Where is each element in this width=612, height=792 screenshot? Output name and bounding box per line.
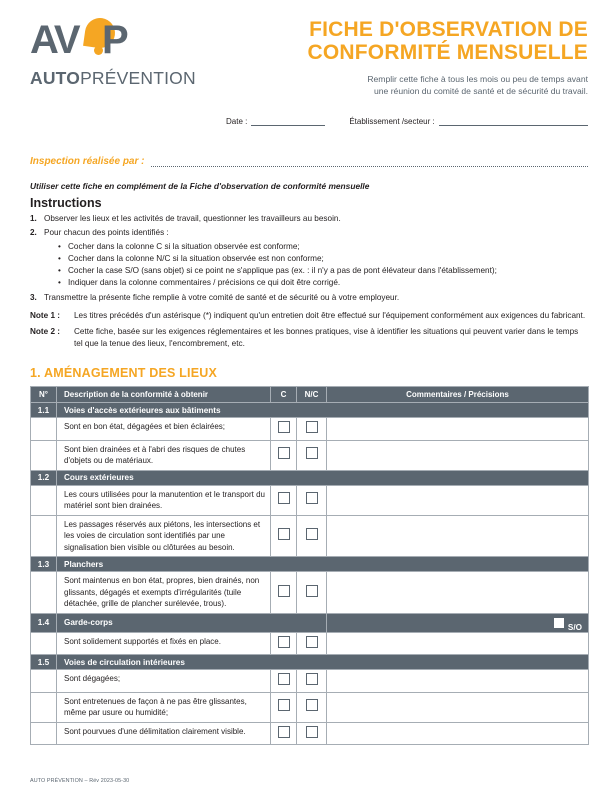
- checkbox-nc[interactable]: [306, 699, 318, 711]
- checkbox-nc[interactable]: [306, 673, 318, 685]
- table-row: [31, 485, 589, 515]
- date-label: Date :: [226, 117, 248, 126]
- logo-av-text: AV: [30, 18, 79, 62]
- checkbox-c-cell[interactable]: [271, 572, 297, 614]
- bullet-dot-icon: •: [58, 242, 61, 251]
- row-comments[interactable]: [327, 418, 589, 441]
- group-header-row: [31, 557, 589, 572]
- group-number: 1.3: [31, 557, 57, 572]
- instruction-text: Transmettre la présente fiche remplie à votre comité de santé et de sécurité ou à votre employeur.: [44, 293, 400, 302]
- checkbox-nc[interactable]: [306, 636, 318, 648]
- group-number: 1.4: [31, 613, 57, 632]
- date-establishment-row: [0, 116, 612, 126]
- logo: [30, 14, 198, 89]
- checkbox-c-cell[interactable]: [271, 632, 297, 655]
- table-header-row: [31, 387, 589, 403]
- instruction-number: 3.: [30, 293, 37, 302]
- instruction-bullet-text: Cocher dans la colonne C si la situation observée est conforme;: [68, 242, 300, 251]
- checkbox-nc[interactable]: [306, 421, 318, 433]
- row-comments[interactable]: [327, 572, 589, 614]
- row-comments[interactable]: [327, 722, 589, 745]
- group-label: Planchers: [57, 557, 589, 572]
- checkbox-nc-cell[interactable]: [297, 722, 327, 745]
- instructions-block: [0, 181, 612, 349]
- page-title-line2: CONFORMITÉ MENSUELLE: [307, 41, 588, 64]
- instruction-item: [30, 227, 588, 240]
- row-description: Les passages réservés aux piétons, les intersections et les voies de circulation sont identifiés par une signalisation bien visible ou clôturées au besoin.: [57, 515, 271, 557]
- row-number: [31, 670, 57, 693]
- table-row: [31, 572, 589, 614]
- logo-wordmark: [30, 68, 198, 89]
- checkbox-c[interactable]: [278, 421, 290, 433]
- bullet-dot-icon: •: [58, 254, 61, 263]
- instruction-item: [30, 213, 588, 226]
- row-comments[interactable]: [327, 515, 589, 557]
- checkbox-so[interactable]: [553, 617, 565, 629]
- logo-wordmark-bold: AUTO: [30, 68, 81, 88]
- checkbox-c-cell[interactable]: [271, 722, 297, 745]
- column-header-nc: N/C: [297, 387, 327, 403]
- instruction-bullets: [58, 241, 588, 289]
- row-description: Sont maintenus en bon état, propres, bien drainés, non glissants, dégagés et exempts d'irrégularités (tuile détachée, grille de plancher surélevée, trous).: [57, 572, 271, 614]
- note-2-text: Cette fiche, basée sur les exigences réglementaires et les bonnes pratiques, vise à identifier les situations qui peuvent varier dans le temps tel que la tenue des lieux, l'encombrement, etc.: [74, 327, 579, 348]
- instruction-number: 1.: [30, 214, 37, 223]
- instructions-heading: Instructions: [30, 196, 102, 210]
- checkbox-c[interactable]: [278, 726, 290, 738]
- group-label: Cours extérieures: [57, 470, 589, 485]
- instruction-bullet: [58, 277, 588, 289]
- title-block: [216, 14, 588, 97]
- checkbox-nc-cell[interactable]: [297, 632, 327, 655]
- group-label: Garde-corps: [57, 613, 327, 632]
- column-header-num: N°: [31, 387, 57, 403]
- checkbox-nc[interactable]: [306, 528, 318, 540]
- column-header-comments: Commentaires / Précisions: [327, 387, 589, 403]
- row-comments[interactable]: [327, 632, 589, 655]
- group-number: 1.2: [31, 470, 57, 485]
- instruction-bullet: [58, 265, 588, 277]
- checkbox-c-cell[interactable]: [271, 485, 297, 515]
- row-description: Sont entretenues de façon à ne pas être glissantes, même par usure ou humidité;: [57, 692, 271, 722]
- checkbox-c[interactable]: [278, 636, 290, 648]
- group-header-row: [31, 403, 589, 418]
- note-1-text: Les titres précédés d'un astérisque (*) indiquent qu'un entretien doit être effectué sur l'équipement conformément aux exigences du fabricant.: [74, 310, 586, 320]
- logo-wordmark-thin: PRÉVENTION: [80, 68, 196, 88]
- group-number: 1.5: [31, 655, 57, 670]
- note-2: [30, 326, 588, 349]
- group-label: Voies de circulation intérieures: [57, 655, 589, 670]
- row-description: Sont dégagées;: [57, 670, 271, 693]
- row-number: [31, 515, 57, 557]
- bullet-dot-icon: •: [58, 278, 61, 287]
- instructions-intro: Utiliser cette fiche en complément de la Fiche d'observation de conformité mensuelle: [30, 181, 370, 191]
- document-header: [0, 0, 612, 112]
- group-number: 1.1: [31, 403, 57, 418]
- instruction-number: 2.: [30, 227, 37, 237]
- checkbox-nc-cell[interactable]: [297, 515, 327, 557]
- checkbox-c-cell[interactable]: [271, 692, 297, 722]
- note-2-label: Note 2 :: [30, 327, 61, 336]
- table-row: [31, 670, 589, 693]
- row-description: Sont solidement supportés et fixés en place.: [57, 632, 271, 655]
- page-title-line1: FICHE D'OBSERVATION DE: [309, 18, 588, 41]
- note-1: [30, 310, 588, 322]
- conformity-table: [30, 386, 589, 745]
- checkbox-c-cell[interactable]: [271, 418, 297, 441]
- page-subtitle: [216, 73, 588, 97]
- instructions-list: [30, 213, 588, 305]
- establishment-input[interactable]: [439, 116, 588, 126]
- row-description: Sont bien drainées et à l'abri des risques de chutes d'objets ou de matériaux.: [57, 440, 271, 470]
- inspection-input[interactable]: [151, 156, 589, 167]
- footer-text: AUTO PRÉVENTION – Rév 2023-05-30: [30, 778, 130, 784]
- checkbox-nc[interactable]: [306, 726, 318, 738]
- row-number: [31, 440, 57, 470]
- group-label: Voies d'accès extérieures aux bâtiments: [57, 403, 589, 418]
- page-title: [216, 18, 588, 64]
- instruction-bullet-text: Cocher dans la colonne N/C si la situation observée est non conforme;: [68, 254, 324, 263]
- row-description: Sont en bon état, dégagées et bien éclairées;: [57, 418, 271, 441]
- note-1-label: Note 1 :: [30, 310, 61, 320]
- page-subtitle-line2: une réunion du comité de santé et de sécurité du travail.: [373, 86, 588, 96]
- instruction-bullet-text: Indiquer dans la colonne commentaires / précisions ce qui doit être corrigé.: [68, 278, 341, 287]
- group-header-row: [31, 655, 589, 670]
- so-cell[interactable]: [327, 613, 589, 632]
- checkbox-nc-cell[interactable]: [297, 670, 327, 693]
- row-number: [31, 692, 57, 722]
- table-row: [31, 632, 589, 655]
- checkbox-c-cell[interactable]: [271, 670, 297, 693]
- instruction-bullet-text: Cocher la case S/O (sans objet) si ce point ne s'applique pas (ex. : il n'y a pas de pont élévateur dans l'établissement);: [68, 266, 497, 275]
- group-header-row: [31, 470, 589, 485]
- row-comments[interactable]: [327, 440, 589, 470]
- so-label: S/O: [567, 622, 582, 632]
- row-comments[interactable]: [327, 692, 589, 722]
- row-comments[interactable]: [327, 485, 589, 515]
- instruction-text: Observer les lieux et les activités de travail, questionner les travailleurs au besoin.: [44, 214, 341, 223]
- bullet-dot-icon: •: [58, 266, 61, 275]
- checkbox-c[interactable]: [278, 528, 290, 540]
- checkbox-c[interactable]: [278, 492, 290, 504]
- row-description: Les cours utilisées pour la manutention et le transport du matériel sont bien drainées.: [57, 485, 271, 515]
- row-description: Sont pourvues d'une délimitation clairement visible.: [57, 722, 271, 745]
- instruction-item: [30, 292, 588, 305]
- row-number: [31, 572, 57, 614]
- checkbox-c[interactable]: [278, 585, 290, 597]
- row-number: [31, 632, 57, 655]
- table-row: [31, 515, 589, 557]
- checkbox-c-cell[interactable]: [271, 440, 297, 470]
- column-header-c: C: [271, 387, 297, 403]
- table-row: [31, 692, 589, 722]
- date-input[interactable]: [251, 116, 325, 126]
- row-number: [31, 722, 57, 745]
- instruction-bullet: [58, 253, 588, 265]
- inspection-label: Inspection réalisée par :: [30, 156, 145, 167]
- checkbox-nc[interactable]: [306, 447, 318, 459]
- checkbox-nc-cell[interactable]: [297, 440, 327, 470]
- table-row: [31, 722, 589, 745]
- row-number: [31, 418, 57, 441]
- checkbox-nc-cell[interactable]: [297, 572, 327, 614]
- table-row: [31, 418, 589, 441]
- checkbox-c[interactable]: [278, 699, 290, 711]
- column-header-description: Description de la conformité à obtenir: [57, 387, 271, 403]
- checkbox-nc-cell[interactable]: [297, 692, 327, 722]
- logo-mark: [30, 20, 198, 62]
- checkbox-c[interactable]: [278, 447, 290, 459]
- page-subtitle-line1: Remplir cette fiche à tous les mois ou peu de temps avant: [367, 74, 588, 84]
- section-title: 1. AMÉNAGEMENT DES LIEUX: [30, 366, 217, 380]
- logo-p-text: P: [102, 18, 129, 62]
- checkbox-nc-cell[interactable]: [297, 418, 327, 441]
- instruction-bullet: [58, 241, 588, 253]
- inspection-row: [0, 156, 612, 167]
- checkbox-c[interactable]: [278, 673, 290, 685]
- instruction-text: Pour chacun des points identifiés :: [44, 227, 169, 237]
- establishment-label: Établissement /secteur :: [349, 117, 435, 126]
- checkbox-c-cell[interactable]: [271, 515, 297, 557]
- row-number: [31, 485, 57, 515]
- checkbox-nc[interactable]: [306, 585, 318, 597]
- row-comments[interactable]: [327, 670, 589, 693]
- checkbox-nc[interactable]: [306, 492, 318, 504]
- checkbox-nc-cell[interactable]: [297, 485, 327, 515]
- table-row: [31, 440, 589, 470]
- group-header-row: [31, 613, 589, 632]
